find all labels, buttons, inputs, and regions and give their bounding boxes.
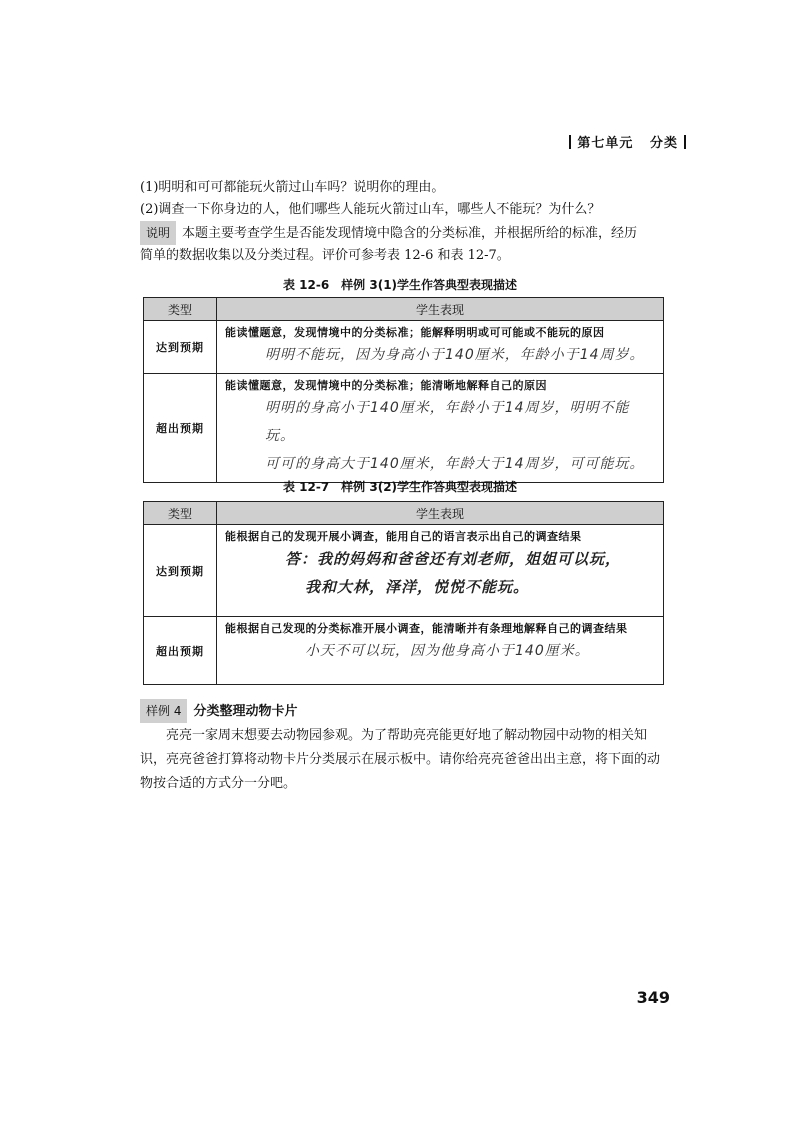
page-number: 349 bbox=[636, 988, 670, 1007]
table2-header-type: 类型 bbox=[144, 502, 217, 525]
header-unit: 第七单元 bbox=[577, 136, 634, 151]
table2-row1-answer-1: 答：我的妈妈和爸爸还有刘老师，姐姐可以玩， bbox=[285, 550, 622, 568]
table1-row1-answer-1: 明明不能玩，因为身高小于140厘米，年龄小于14周岁。 bbox=[265, 347, 645, 363]
table1-row2-answer-1: 明明的身高小于140厘米，年龄小于14周岁，明明不能玩。 bbox=[265, 400, 630, 444]
table1-row2-perf bbox=[217, 374, 664, 483]
table2-row1-type: 达到预期 bbox=[144, 525, 217, 617]
table1-row2-answer-2: 可可的身高大于140厘米，年龄大于14周岁，可可能玩。 bbox=[265, 456, 645, 472]
table2-row1-perf bbox=[217, 525, 664, 617]
sample4-tag: 样例 4 bbox=[140, 699, 187, 723]
table-row bbox=[144, 321, 664, 374]
table1-row2-criteria: 能读懂题意，发现情境中的分类标准；能清晰地解释自己的原因 bbox=[225, 379, 547, 392]
table1-row1-perf bbox=[217, 321, 664, 374]
table-row bbox=[144, 617, 664, 685]
table2-row1-answer-2: 我和大林，泽洋，悦悦不能玩。 bbox=[305, 578, 530, 596]
table1-row1-criteria: 能读懂题意，发现情境中的分类标准；能解释明明或可可能或不能玩的原因 bbox=[225, 326, 605, 339]
table2-row2-criteria: 能根据自己发现的分类标准开展小调查，能清晰并有条理地解释自己的调查结果 bbox=[225, 622, 628, 635]
table1-row2-type: 超出预期 bbox=[144, 374, 217, 483]
question-2: (2)调查一下你身边的人，他们哪些人能玩火箭过山车，哪些人不能玩？为什么？ bbox=[140, 202, 601, 217]
running-header bbox=[563, 132, 692, 151]
sample4-heading bbox=[140, 699, 660, 724]
header-topic: 分类 bbox=[649, 136, 678, 151]
note-tag: 说明 bbox=[140, 221, 176, 245]
table1-caption: 表 12-6 样例 3(1)学生作答典型表现描述 bbox=[282, 278, 518, 292]
table-row bbox=[144, 374, 664, 483]
note-line-2: 简单的数据收集以及分类过程。评价可参考表 12-6 和表 12-7。 bbox=[140, 248, 510, 263]
table2-row1-criteria: 能根据自己的发现开展小调查，能用自己的语言表示出自己的调查结果 bbox=[225, 530, 582, 543]
sample4-paragraph: 亮亮一家周末想要去动物园参观。为了帮助亮亮能更好地了解动物园中动物的相关知识，亮亮爸爸打算将动物卡片分类展示在展示板中。请你给亮亮爸爸出出主意，将下面的动物按合适的方式分一分吧。 bbox=[140, 728, 661, 791]
table1-header-perf: 学生表现 bbox=[217, 298, 664, 321]
header-divider bbox=[569, 135, 571, 149]
table-row bbox=[144, 525, 664, 617]
header-divider bbox=[684, 135, 686, 149]
sample4-title: 分类整理动物卡片 bbox=[193, 704, 298, 719]
table2-row2-perf bbox=[217, 617, 664, 685]
table1-header-type: 类型 bbox=[144, 298, 217, 321]
note-line-1 bbox=[140, 221, 660, 246]
table2-row2-type: 超出预期 bbox=[144, 617, 217, 685]
table2 bbox=[143, 501, 664, 685]
table1-row1-type: 达到预期 bbox=[144, 321, 217, 374]
note-text-1: 本题主要考查学生是否能发现情境中隐含的分类标准，并根据所给的标准，经历 bbox=[182, 226, 638, 241]
table2-row2-answer-1: 小天不可以玩，因为他身高小于140厘米。 bbox=[305, 643, 590, 659]
table2-header-perf: 学生表现 bbox=[217, 502, 664, 525]
table1 bbox=[143, 297, 664, 483]
question-1: (1)明明和可可都能玩火箭过山车吗？说明你的理由。 bbox=[140, 180, 445, 195]
table2-caption: 表 12-7 样例 3(2)学生作答典型表现描述 bbox=[282, 480, 518, 494]
